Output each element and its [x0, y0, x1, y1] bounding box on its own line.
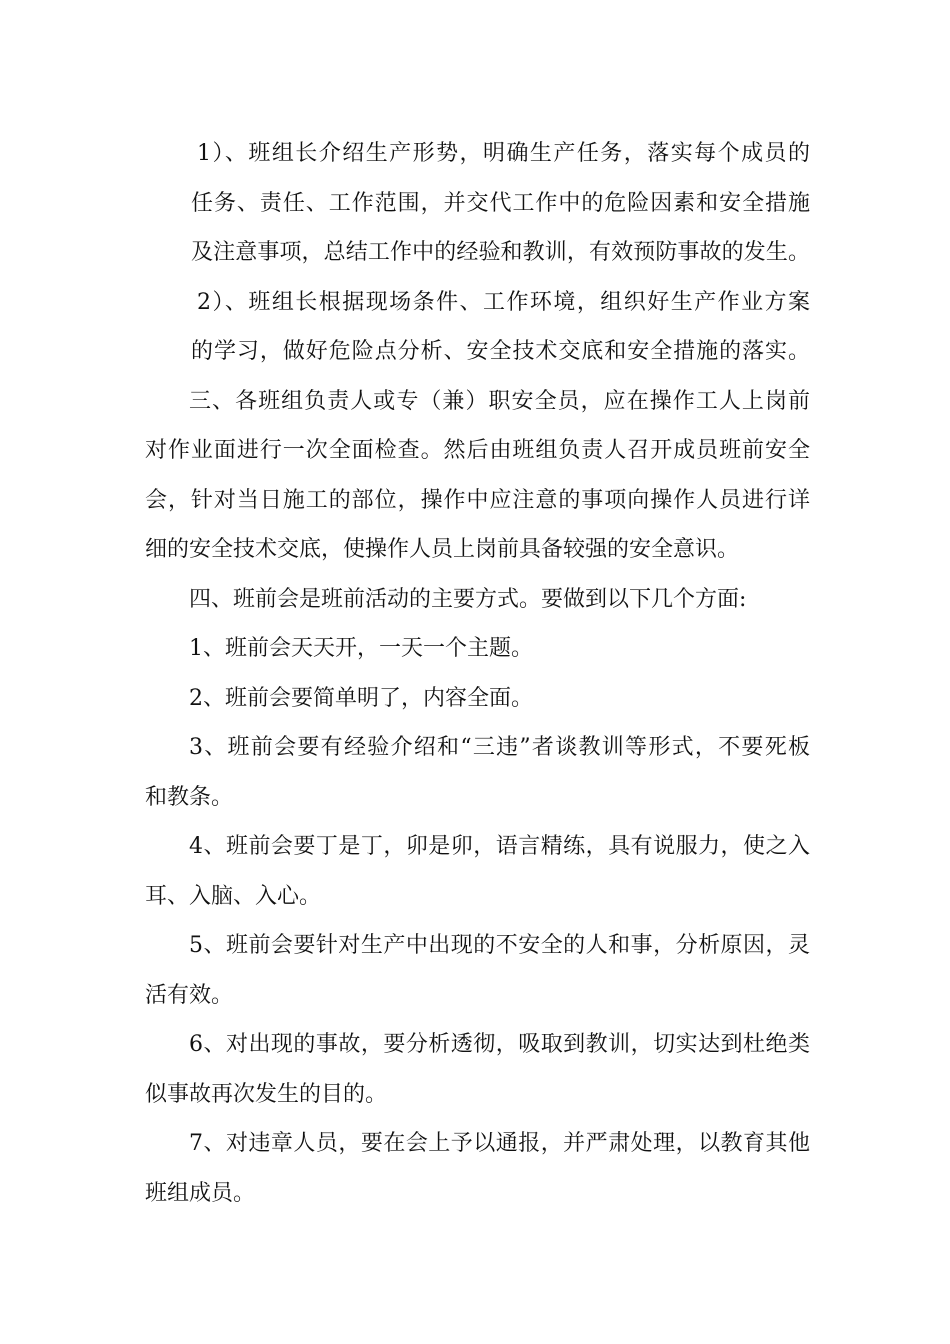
text-line: 1、班前会天天开，一天一个主题。 — [189, 636, 533, 661]
text-line: 细的安全技术交底，使操作人员上岗前具备较强的安全意识。 — [145, 537, 740, 562]
text-line: 及注意事项，总结工作中的经验和教训，有效预防事故的发生。 — [191, 240, 810, 265]
text-line: 似事故再次发生的目的。 — [145, 1081, 388, 1107]
text-line: 7、对违章人员，要在会上予以通报，并严肃处理，以教育其他 — [189, 1131, 810, 1156]
text-line: 四、班前会是班前活动的主要方式。要做到以下几个方面: — [189, 586, 747, 612]
text-line: 2、班前会要简单明了，内容全面。 — [189, 685, 533, 711]
text-line: 活有效。 — [145, 982, 234, 1008]
text-line: 3、班前会要有经验介绍和“三违”者谈教训等形式，不要死板 — [189, 735, 810, 760]
text-line: 会，针对当日施工的部位，操作中应注意的事项向操作人员进行详 — [145, 487, 810, 513]
text-line: 2）、班组长根据现场条件、工作环境，组织好生产作业方案 — [197, 289, 810, 315]
text-line: 5、班前会要针对生产中出现的不安全的人和事，分析原因，灵 — [189, 933, 810, 958]
text-line: 班组成员。 — [145, 1180, 256, 1206]
text-line: 1）、班组长介绍生产形势，明确生产任务，落实每个成员的 — [197, 141, 810, 166]
text-line: 三、各班组负责人或专（兼）职安全员，应在操作工人上岗前 — [189, 388, 810, 414]
text-line: 的学习，做好危险点分析、安全技术交底和安全措施的落实。 — [191, 339, 810, 364]
document-body — [145, 129, 810, 1218]
text-line: 和教条。 — [145, 784, 234, 810]
text-line: 任务、责任、工作范围，并交代工作中的危险因素和安全措施 — [191, 190, 810, 216]
text-line: 耳、入脑、入心。 — [145, 883, 322, 909]
text-line: 6、对出现的事故，要分析透彻，吸取到教训，切实达到杜绝类 — [189, 1032, 810, 1057]
text-line: 4、班前会要丁是丁，卯是卯，语言精练，具有说服力，使之入 — [189, 834, 810, 859]
text-line: 对作业面进行一次全面检查。然后由班组负责人召开成员班前安全 — [145, 438, 810, 463]
